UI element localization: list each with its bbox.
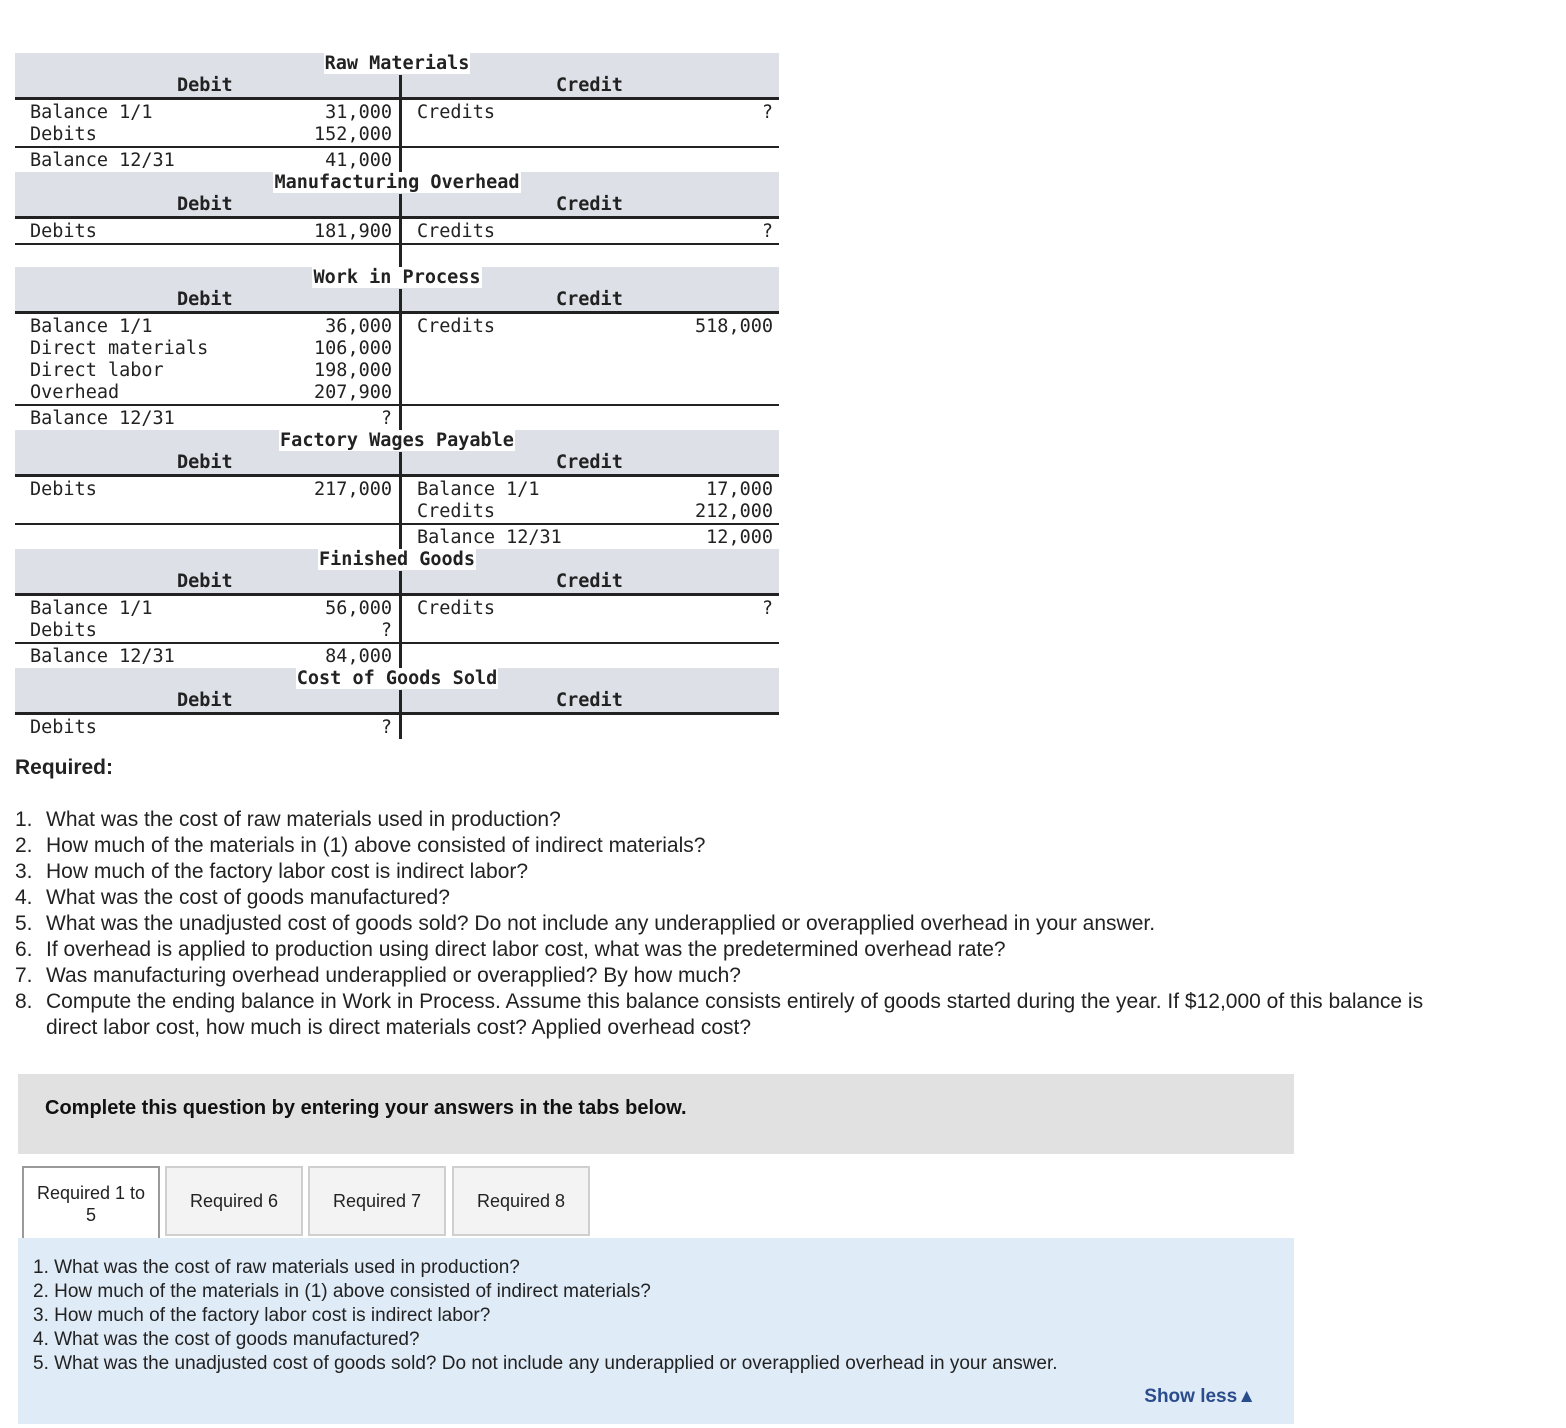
credit-entry <box>417 338 773 360</box>
debit-entry <box>30 316 392 338</box>
entry-value: 17,000 <box>706 479 773 500</box>
t-divider <box>399 571 402 593</box>
credit-column <box>399 100 779 146</box>
required-item <box>15 885 1435 911</box>
credit-entry <box>417 316 773 338</box>
balance-label: Balance 12/31 <box>417 527 562 548</box>
account-title-text: Finished Goods <box>319 549 475 570</box>
t-divider <box>399 194 402 216</box>
account-title-text: Raw Materials <box>324 53 470 74</box>
credit-balance-cell <box>399 406 779 430</box>
account-title <box>15 172 779 194</box>
required-item-number: 7. <box>15 964 33 987</box>
entry-label: Balance 1/1 <box>30 598 153 619</box>
show-less-label: Show less <box>1144 1386 1238 1407</box>
debit-entry <box>30 620 392 642</box>
credit-balance <box>417 646 773 668</box>
entry-label: Direct labor <box>30 360 164 381</box>
balance-row <box>15 404 779 430</box>
t-account-header <box>15 549 779 596</box>
entry-value: 518,000 <box>695 316 773 337</box>
triangle-up-icon: ▲ <box>1237 1386 1256 1407</box>
credit-balance-cell <box>399 245 779 267</box>
credit-entry <box>417 620 773 642</box>
required-item-number: 3. <box>15 860 33 883</box>
debit-entry <box>30 501 392 523</box>
credit-entry <box>417 102 773 124</box>
required-item <box>15 989 1435 1041</box>
balance-value: 12,000 <box>706 527 773 548</box>
credit-entry <box>417 598 773 620</box>
credit-entry <box>417 360 773 382</box>
credit-balance-cell <box>399 644 779 668</box>
required-item-number: 2. <box>15 834 33 857</box>
account-title <box>15 53 779 75</box>
t-account-body <box>15 100 779 146</box>
t-account-cost-of-goods-sold <box>15 668 779 739</box>
credit-balance-cell <box>399 525 779 549</box>
credit-balance <box>417 527 773 549</box>
entry-value: 212,000 <box>695 501 773 522</box>
tab-bar <box>18 1166 1294 1240</box>
credit-entry <box>417 221 773 243</box>
required-list <box>15 807 1435 1041</box>
t-divider <box>399 289 402 311</box>
panel-question: 1. What was the cost of raw materials used in production? <box>33 1257 520 1278</box>
credit-entry <box>417 479 773 501</box>
debit-column <box>15 477 399 523</box>
account-title <box>15 668 779 690</box>
debit-label: Debit <box>177 75 233 96</box>
debit-balance-cell <box>15 406 399 430</box>
balance-value: ? <box>380 408 392 429</box>
required-item <box>15 911 1435 937</box>
debit-balance <box>30 646 392 668</box>
account-title <box>15 430 779 452</box>
show-less-link[interactable] <box>1144 1386 1256 1408</box>
credit-entry <box>417 382 773 404</box>
account-title-text: Manufacturing Overhead <box>274 172 520 193</box>
balance-row <box>15 146 779 172</box>
balance-value: 84,000 <box>325 646 392 667</box>
entry-value: ? <box>380 620 392 641</box>
debit-label: Debit <box>177 194 233 215</box>
t-divider <box>399 452 402 474</box>
credit-label: Credit <box>556 571 623 592</box>
required-section <box>15 755 1435 1041</box>
credit-label: Credit <box>556 452 623 473</box>
t-account-body <box>15 477 779 523</box>
debit-column <box>15 314 399 404</box>
credit-label: Credit <box>556 194 623 215</box>
debit-balance-cell <box>15 148 399 172</box>
entry-label: Credits <box>417 102 495 123</box>
required-item-text: What was the cost of raw materials used in production? <box>46 808 561 831</box>
t-account-header <box>15 430 779 477</box>
credit-label: Credit <box>556 289 623 310</box>
tab-required-1-to-5[interactable]: Required 1 to 5 <box>22 1166 160 1240</box>
required-item <box>15 833 1435 859</box>
entry-value: 31,000 <box>325 102 392 123</box>
t-account-header <box>15 172 779 219</box>
debit-entry <box>30 717 392 739</box>
t-account-body <box>15 715 779 739</box>
entry-value: 217,000 <box>314 479 392 500</box>
required-item-number: 1. <box>15 808 33 831</box>
debit-label: Debit <box>177 690 233 711</box>
entry-label: Debits <box>30 124 97 145</box>
debit-column <box>15 100 399 146</box>
entry-value: 181,900 <box>314 221 392 242</box>
required-item-text: What was the cost of goods manufactured? <box>46 886 450 909</box>
debit-balance-cell <box>15 644 399 668</box>
panel-question: 5. What was the unadjusted cost of goods sold? Do not include any underapplied or overapplied overhead in your answer. <box>33 1353 1058 1374</box>
debit-balance <box>30 150 392 172</box>
balance-label: Balance 12/31 <box>30 150 175 171</box>
instruction-text: Complete this question by entering your answers in the tabs below. <box>45 1097 687 1119</box>
entry-label: Direct materials <box>30 338 209 359</box>
required-item <box>15 859 1435 885</box>
tab-panel <box>18 1238 1294 1424</box>
t-accounts <box>15 53 779 739</box>
entry-label: Credits <box>417 316 495 337</box>
entry-value: ? <box>761 598 773 619</box>
t-account-work-in-process <box>15 267 779 430</box>
debit-balance <box>30 527 392 549</box>
t-account-header <box>15 668 779 715</box>
debit-label: Debit <box>177 571 233 592</box>
required-item-number: 5. <box>15 912 33 935</box>
debit-entry <box>30 382 392 404</box>
required-item-text: Compute the ending balance in Work in Process. Assume this balance consists entirely of goods started during the year. If $12,000 of this balance is direct labor cost, how much is direct materials cost? Applied overhead cost? <box>46 990 1424 1039</box>
t-account-header <box>15 53 779 100</box>
required-item-text: How much of the materials in (1) above consisted of indirect materials? <box>46 834 706 857</box>
required-item-text: How much of the factory labor cost is indirect labor? <box>46 860 529 883</box>
entry-label: Debits <box>30 620 97 641</box>
credit-entry <box>417 717 773 739</box>
required-item-text: If overhead is applied to production using direct labor cost, what was the predetermined overhead rate? <box>46 938 1006 961</box>
required-item-text: Was manufacturing overhead underapplied or overapplied? By how much? <box>46 964 741 987</box>
t-account-body <box>15 314 779 404</box>
entry-label: Debits <box>30 221 97 242</box>
tab-required-7[interactable]: Required 7 <box>308 1166 446 1236</box>
entry-value: 152,000 <box>314 124 392 145</box>
debit-entry <box>30 338 392 360</box>
entry-value: 36,000 <box>325 316 392 337</box>
credit-column <box>399 314 779 404</box>
credit-column <box>399 219 779 243</box>
required-item <box>15 807 1435 833</box>
entry-label: Debits <box>30 479 97 500</box>
debit-entry <box>30 479 392 501</box>
debit-label: Debit <box>177 452 233 473</box>
credit-label: Credit <box>556 75 623 96</box>
entry-value: 207,900 <box>314 382 392 403</box>
required-item <box>15 937 1435 963</box>
required-item-number: 4. <box>15 886 33 909</box>
entry-value: ? <box>761 102 773 123</box>
panel-question: 2. How much of the materials in (1) above consisted of indirect materials? <box>33 1281 651 1302</box>
entry-label: Overhead <box>30 382 120 403</box>
debit-entry <box>30 102 392 124</box>
account-title-text: Work in Process <box>313 267 481 288</box>
debit-column <box>15 596 399 642</box>
t-account-header <box>15 267 779 314</box>
entry-label: Balance 1/1 <box>417 479 540 500</box>
t-divider <box>399 690 402 712</box>
required-title: Required: <box>15 756 114 779</box>
account-title <box>15 549 779 571</box>
credit-entry <box>417 124 773 146</box>
panel-question: 4. What was the cost of goods manufactured? <box>33 1329 420 1350</box>
balance-row <box>15 642 779 668</box>
credit-balance <box>417 408 773 430</box>
credit-balance <box>417 150 773 172</box>
credit-column <box>399 477 779 523</box>
t-account-body <box>15 596 779 642</box>
debit-balance <box>30 408 392 430</box>
balance-label: Balance 12/31 <box>30 408 175 429</box>
debit-column <box>15 715 399 739</box>
balance-label: Balance 12/31 <box>30 646 175 667</box>
entry-label: Credits <box>417 501 495 522</box>
credit-label: Credit <box>556 690 623 711</box>
debit-label: Debit <box>177 289 233 310</box>
entry-value: ? <box>380 717 392 738</box>
tab-required-6[interactable]: Required 6 <box>165 1166 303 1236</box>
entry-label: Credits <box>417 221 495 242</box>
required-item-number: 6. <box>15 938 33 961</box>
required-item <box>15 963 1435 989</box>
debit-column <box>15 219 399 243</box>
panel-question: 3. How much of the factory labor cost is indirect labor? <box>33 1305 491 1326</box>
t-account-body <box>15 219 779 243</box>
debit-entry <box>30 360 392 382</box>
balance-row <box>15 523 779 549</box>
debit-entry <box>30 598 392 620</box>
credit-column <box>399 596 779 642</box>
account-title <box>15 267 779 289</box>
account-title-text: Cost of Goods Sold <box>296 668 498 689</box>
entry-value: 56,000 <box>325 598 392 619</box>
instruction-box <box>18 1074 1294 1154</box>
entry-label: Debits <box>30 717 97 738</box>
entry-value: 198,000 <box>314 360 392 381</box>
balance-value: 41,000 <box>325 150 392 171</box>
debit-balance-cell <box>15 245 399 267</box>
credit-entry <box>417 501 773 523</box>
account-title-text: Factory Wages Payable <box>280 430 514 451</box>
t-account-finished-goods <box>15 549 779 668</box>
bottom-rule <box>15 243 779 267</box>
t-account-factory-wages-payable <box>15 430 779 549</box>
required-item-number: 8. <box>15 990 33 1013</box>
t-divider <box>399 75 402 97</box>
debit-entry <box>30 124 392 146</box>
credit-balance-cell <box>399 148 779 172</box>
required-item-text: What was the unadjusted cost of goods sold? Do not include any underapplied or overapplied overhead in your answer. <box>46 912 1156 935</box>
credit-column <box>399 715 779 739</box>
panel-question-list <box>33 1256 1058 1376</box>
t-account-raw-materials <box>15 53 779 172</box>
entry-label: Balance 1/1 <box>30 102 153 123</box>
entry-label: Credits <box>417 598 495 619</box>
entry-label: Balance 1/1 <box>30 316 153 337</box>
debit-balance-cell <box>15 525 399 549</box>
debit-entry <box>30 221 392 243</box>
t-account-manufacturing-overhead <box>15 172 779 267</box>
entry-value: 106,000 <box>314 338 392 359</box>
tab-required-8[interactable]: Required 8 <box>452 1166 590 1236</box>
entry-value: ? <box>761 221 773 242</box>
